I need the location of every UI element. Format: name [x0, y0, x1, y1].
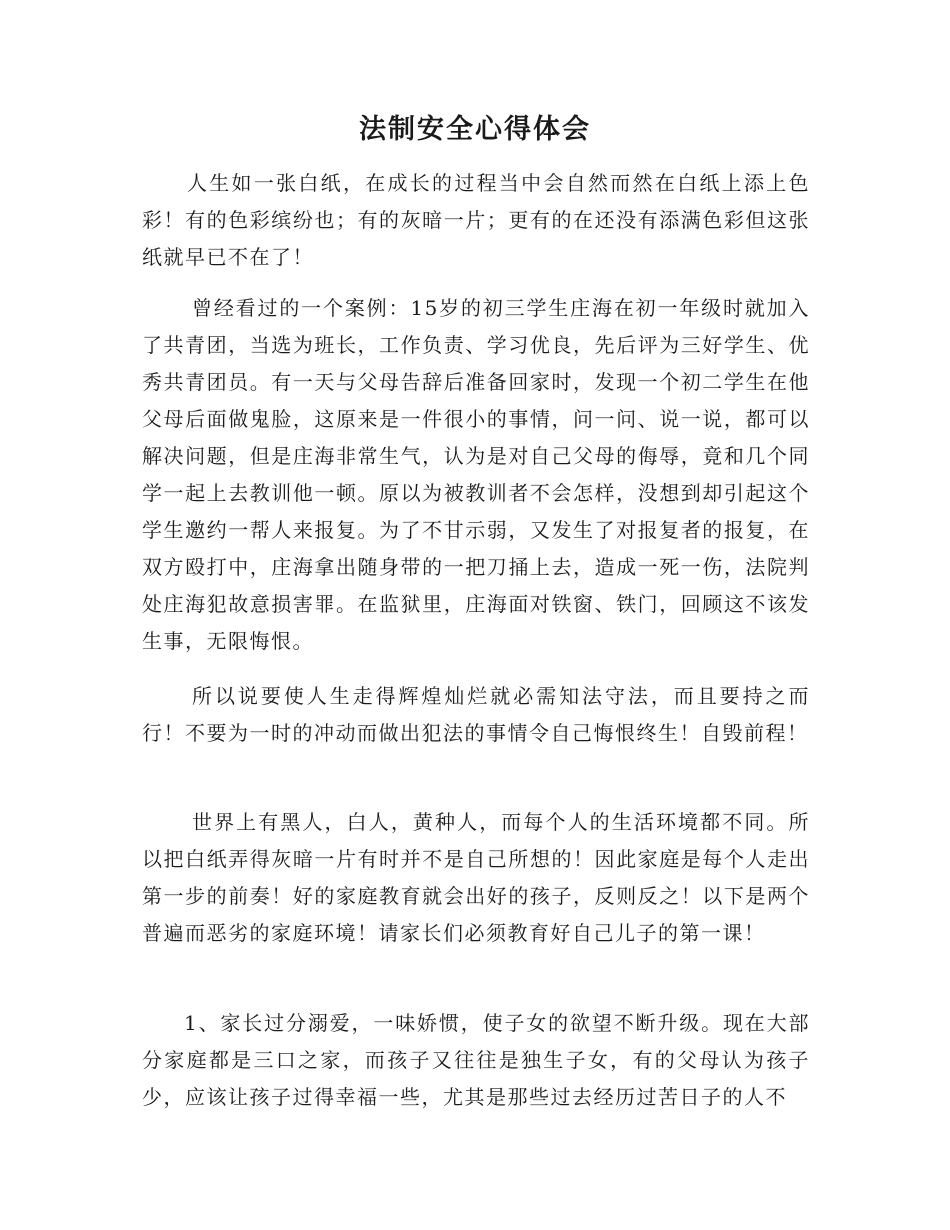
document-title: 法制安全心得体会 — [359, 114, 591, 145]
paragraph-point-one: 1、家长过分溺爱，一味娇惯，使子女的欲望不断升级。现在大部分家庭都是三口之家，而孩子又往往是独生子女，有的父母认为孩子少，应该让孩子过得幸福一些，尤其是那些过去经历过苦日子的人不 — [142, 1011, 810, 1109]
paragraph-family-environment: 世界上有黑人，白人，黄种人，而每个人的生活环境都不同。所以把白纸弄得灰暗一片有时并不是自己所想的！因此家庭是每个人走出第一步的前奏！好的家庭教育就会出好的孩子，反则反之！以下是两个普遍而恶劣的家庭环境！请家长们必须教育好自己儿子的第一课！ — [142, 810, 810, 945]
paragraph-intro: 人生如一张白纸，在成长的过程当中会自然而然在白纸上添上色彩！有的色彩缤纷也；有的灰暗一片；更有的在还没有添满色彩但这张纸就早已不在了！ — [142, 171, 810, 269]
paragraph-lesson: 所以说要使人生走得辉煌灿烂就必需知法守法，而且要持之而行！不要为一时的冲动而做出犯法的事情令自己悔恨终生！自毁前程！ — [142, 684, 810, 745]
paragraph-case-study: 曾经看过的一个案例：15岁的初三学生庄海在初一年级时就加入了共青团，当选为班长，工作负责、学习优良，先后评为三好学生、优秀共青团员。有一天与父母告辞后准备回家时，发现一个初二学生在他父母后面做鬼脸，这原来是一件很小的事情，问一问、说一说，都可以解决问题，但是庄海非常生气，认为是对自己父母的侮辱，竟和几个同学一起上去教训他一顿。原以为被教训者不会怎样，没想到却引起这个学生邀约一帮人来报复。为了不甘示弱，又发生了对报复者的报复，在双方殴打中，庄海拿出随身带的一把刀捅上去，造成一死一伤，法院判处庄海犯故意损害罪。在监狱里，庄海面对铁窗、铁门，回顾这不该发生事，无限悔恨。 — [142, 296, 810, 653]
